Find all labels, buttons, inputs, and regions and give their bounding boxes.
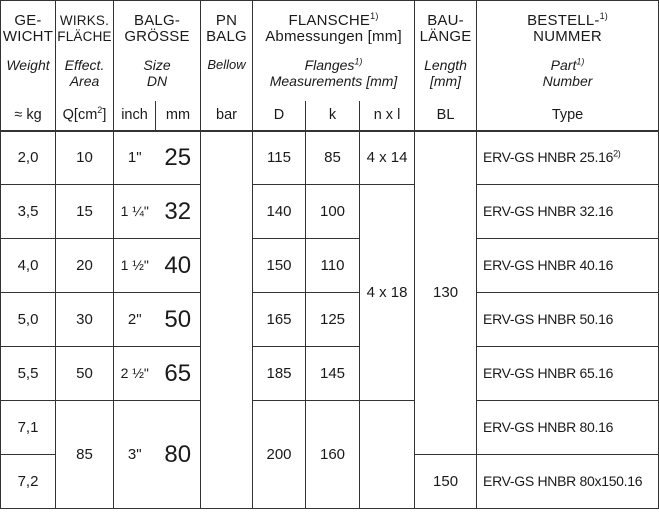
cell-nxl: 4 x 14 bbox=[360, 131, 415, 185]
cell-type: ERV-GS HNBR 50.16 bbox=[477, 293, 659, 347]
cell-type: ERV-GS HNBR 40.16 bbox=[477, 239, 659, 293]
flanges-footnote: 1) bbox=[354, 56, 363, 66]
unit-inch: inch bbox=[114, 101, 156, 131]
unit-nxl: n x l bbox=[360, 101, 415, 131]
cell-q: 10 bbox=[56, 131, 114, 185]
table-row bbox=[1, 347, 659, 401]
table-row bbox=[1, 293, 659, 347]
cell-mm: 32 bbox=[156, 185, 201, 239]
unit-q-text: Q[cm bbox=[62, 106, 98, 123]
header-bellow: Bellow bbox=[201, 57, 253, 101]
unit-bar: bar bbox=[201, 101, 253, 131]
bestell-title: BESTELL- bbox=[527, 11, 600, 29]
header-row-en bbox=[1, 57, 659, 101]
cell-nxl-4x18: 4 x 18 bbox=[360, 185, 415, 401]
header-bestell bbox=[477, 1, 659, 57]
cell-mm: 40 bbox=[156, 239, 201, 293]
header-flansche bbox=[253, 1, 415, 57]
cell-mm: 50 bbox=[156, 293, 201, 347]
cell-inch-3: 3" bbox=[114, 401, 156, 509]
cell-D: 165 bbox=[253, 293, 306, 347]
bestell-footnote: 1) bbox=[599, 10, 608, 21]
cell-kg: 5,5 bbox=[1, 347, 56, 401]
header-weight: Weight bbox=[1, 57, 56, 101]
table-row bbox=[1, 185, 659, 239]
cell-type: ERV-GS HNBR 32.16 bbox=[477, 185, 659, 239]
table-row bbox=[1, 401, 659, 455]
cell-bl-130: 130 bbox=[415, 131, 477, 455]
cell-inch: 2 ½" bbox=[114, 347, 156, 401]
table-row bbox=[1, 131, 659, 185]
cell-D: 185 bbox=[253, 347, 306, 401]
unit-D: D bbox=[253, 101, 306, 131]
cell-k: 85 bbox=[306, 131, 360, 185]
cell-D: 140 bbox=[253, 185, 306, 239]
cell-q: 20 bbox=[56, 239, 114, 293]
cell-kg: 7,2 bbox=[1, 455, 56, 509]
cell-mm: 25 bbox=[156, 131, 201, 185]
flansche-footnote: 1) bbox=[370, 10, 379, 21]
cell-k-160: 160 bbox=[306, 401, 360, 509]
unit-kg: ≈ kg bbox=[1, 101, 56, 131]
unit-k: k bbox=[306, 101, 360, 131]
cell-D: 150 bbox=[253, 239, 306, 293]
cell-pn-empty bbox=[201, 131, 253, 509]
cell-mm-80: 80 bbox=[156, 401, 201, 509]
type-footnote: 2) bbox=[613, 148, 621, 159]
cell-D: 115 bbox=[253, 131, 306, 185]
header-area: Effect. Area bbox=[56, 57, 114, 101]
header-groesse: BALG- GRÖSSE bbox=[114, 1, 201, 57]
cell-bl-150: 150 bbox=[415, 455, 477, 509]
cell-D-200: 200 bbox=[253, 401, 306, 509]
part-footnote: 1) bbox=[576, 56, 585, 66]
cell-kg: 5,0 bbox=[1, 293, 56, 347]
cell-q: 15 bbox=[56, 185, 114, 239]
unit-q-end: ] bbox=[102, 106, 107, 123]
cell-type: ERV-GS HNBR 80x150.16 bbox=[477, 455, 659, 509]
header-row-de bbox=[1, 1, 659, 57]
header-length: Length [mm] bbox=[415, 57, 477, 101]
flansche-title: FLANSCHE bbox=[288, 11, 371, 29]
cell-k: 145 bbox=[306, 347, 360, 401]
cell-type bbox=[477, 131, 659, 185]
type-text: ERV-GS HNBR 25.16 bbox=[483, 149, 614, 166]
flanges-subtitle: Measurements [mm] bbox=[269, 72, 398, 89]
unit-mm: mm bbox=[156, 101, 201, 131]
cell-q: 50 bbox=[56, 347, 114, 401]
part-subtitle: Number bbox=[542, 72, 593, 89]
header-laenge: BAU- LÄNGE bbox=[415, 1, 477, 57]
unit-q bbox=[56, 101, 114, 131]
header-flaeche: WIRKS. FLÄCHE bbox=[56, 1, 114, 57]
flansche-subtitle: Abmessungen [mm] bbox=[265, 27, 402, 45]
cell-q-85: 85 bbox=[56, 401, 114, 509]
cell-kg: 2,0 bbox=[1, 131, 56, 185]
cell-k: 100 bbox=[306, 185, 360, 239]
cell-type: ERV-GS HNBR 80.16 bbox=[477, 401, 659, 455]
cell-q: 30 bbox=[56, 293, 114, 347]
cell-kg: 3,5 bbox=[1, 185, 56, 239]
cell-kg: 4,0 bbox=[1, 239, 56, 293]
unit-q-sup: 2 bbox=[97, 104, 103, 115]
cell-inch: 1" bbox=[114, 131, 156, 185]
cell-inch: 1 ½" bbox=[114, 239, 156, 293]
header-row-units bbox=[1, 101, 659, 131]
flanges-title: Flanges bbox=[304, 56, 355, 73]
bestell-subtitle: NUMMER bbox=[533, 27, 602, 45]
header-size: Size DN bbox=[114, 57, 201, 101]
table-row bbox=[1, 239, 659, 293]
cell-mm: 65 bbox=[156, 347, 201, 401]
header-flanges bbox=[253, 57, 415, 101]
cell-type: ERV-GS HNBR 65.16 bbox=[477, 347, 659, 401]
cell-k: 125 bbox=[306, 293, 360, 347]
header-pn: PN BALG bbox=[201, 1, 253, 57]
unit-type: Type bbox=[477, 101, 659, 131]
cell-inch: 1 ¼" bbox=[114, 185, 156, 239]
header-gewicht: GE- WICHT bbox=[1, 1, 56, 57]
part-title: Part bbox=[550, 56, 577, 73]
cell-inch: 2" bbox=[114, 293, 156, 347]
cell-nxl-empty bbox=[360, 401, 415, 509]
unit-BL: BL bbox=[415, 101, 477, 131]
cell-k: 110 bbox=[306, 239, 360, 293]
header-part bbox=[477, 57, 659, 101]
cell-kg: 7,1 bbox=[1, 401, 56, 455]
